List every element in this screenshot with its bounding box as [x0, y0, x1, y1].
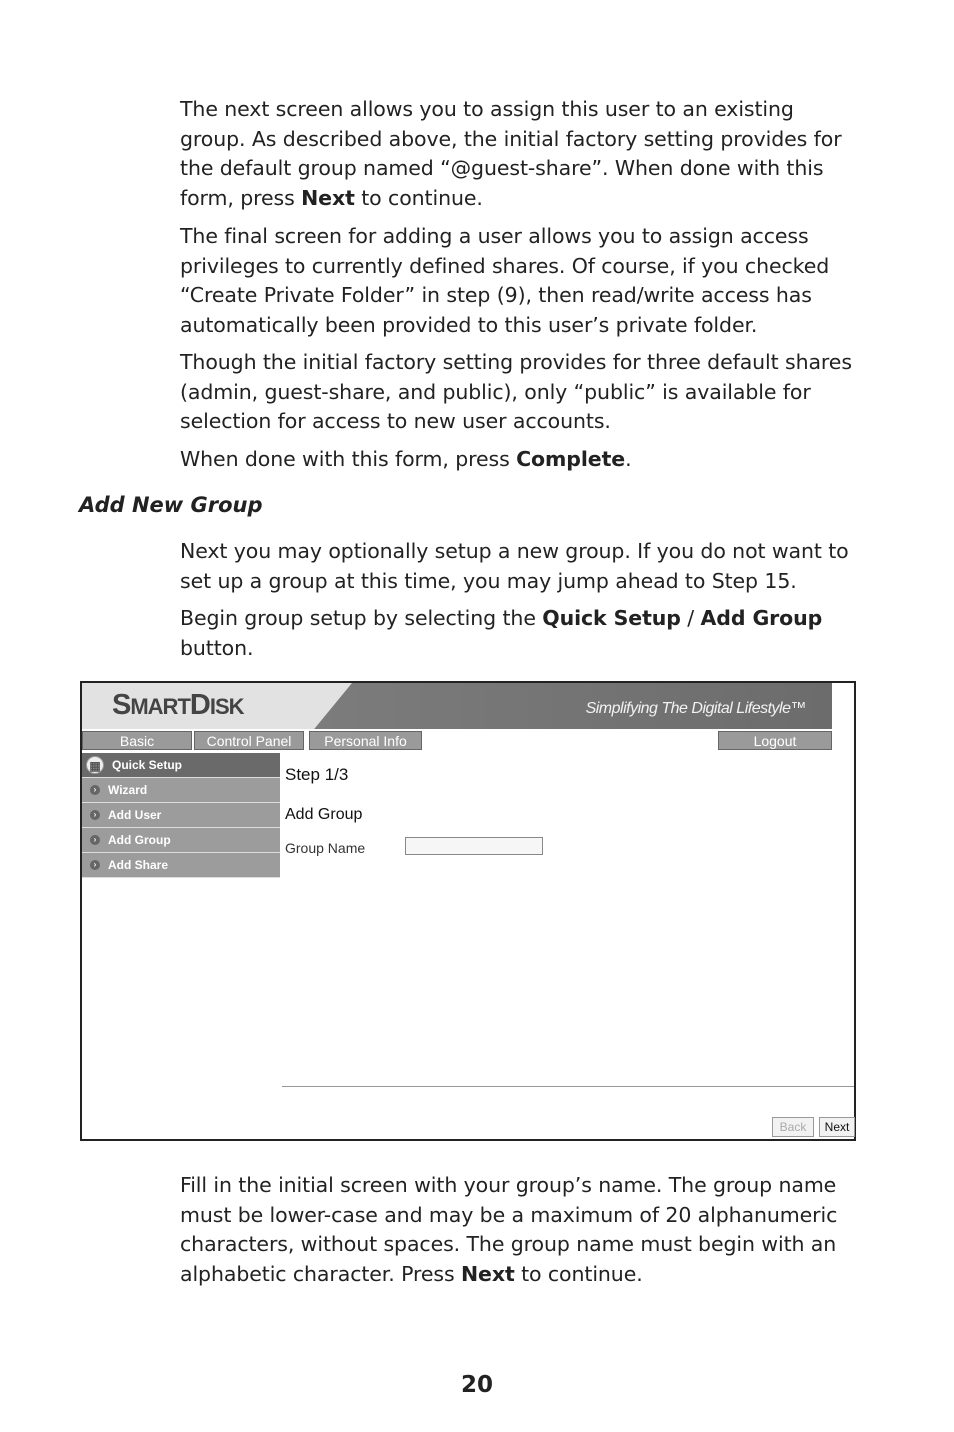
paragraph-default-shares: Though the initial factory setting provides for three default shares (admin, guest-share, and public), only “public” is available for selection for access to new user accounts. [180, 350, 852, 433]
para4-text: When done with this form, press [180, 447, 517, 471]
para1-bold: Next [301, 185, 355, 210]
para6-after: button. [180, 635, 254, 660]
chevron-right-icon: › [90, 835, 100, 845]
tab-control-panel[interactable]: Control Panel [194, 731, 304, 750]
paragraph-access-privileges: The final screen for adding a user allows you to assign access privileges to currently defined shares. Of course, if you checked “Create Private Folder” in step (9), then read/write access has automatically been provided to this user’s private folder. [180, 224, 830, 337]
para6-text: Begin group setup by selecting the [180, 606, 543, 630]
sidebar-item-label: Add Group [108, 833, 171, 847]
page-number: 20 [460, 1372, 493, 1398]
para1-after: to continue. [354, 185, 483, 210]
next-button[interactable]: Next [819, 1117, 855, 1137]
paragraph-assign-group [180, 95, 860, 213]
para6-bold1: Quick Setup [542, 606, 681, 630]
header-banner [82, 683, 832, 729]
group-name-input[interactable] [405, 837, 543, 855]
section-heading: Add New Group [79, 493, 263, 517]
step-title: Step 1/3 [285, 765, 349, 784]
paragraph-begin-setup [180, 604, 860, 663]
tab-personal-info[interactable]: Personal Info [309, 731, 422, 750]
smartdisk-logo [112, 689, 244, 722]
group-name-label: Group Name [285, 840, 366, 856]
para4-bold: Complete [516, 447, 626, 471]
sidebar-item-label: Add Share [108, 858, 169, 872]
quick-setup-icon: ▦ [86, 756, 104, 774]
sidebar-item-add-user[interactable] [82, 803, 280, 828]
sidebar-item-add-group[interactable] [82, 828, 280, 853]
para6-sep: / [680, 606, 701, 630]
para7-bold: Next [460, 1261, 515, 1286]
sidebar-header-label: Quick Setup [112, 758, 183, 772]
tab-basic[interactable]: Basic [82, 731, 192, 750]
content-divider [282, 1086, 854, 1087]
paragraph-complete [180, 445, 860, 475]
sidebar-item-label: Wizard [108, 783, 148, 797]
logo-part3: D [189, 689, 210, 721]
sidebar-header-quick-setup[interactable] [82, 753, 280, 778]
ui-screenshot [80, 681, 856, 1141]
para7-text: Fill in the initial screen with your group’s name. The group name must be lower-case and may be a maximum of 20 alphanumeric characters, without spaces. The group name must begin with an alphabetic character. Press [180, 1173, 838, 1286]
form-title: Add Group [285, 806, 363, 823]
paragraph-optional-group: Next you may optionally setup a new group. If you do not want to set up a group at this time, you may jump ahead to Step 15. [180, 539, 849, 593]
sidebar-item-wizard[interactable] [82, 778, 280, 803]
sidebar [82, 753, 280, 878]
chevron-right-icon: › [90, 785, 100, 795]
logo-part2: MART [130, 694, 190, 719]
logo-part4: ISK [209, 694, 244, 719]
back-button[interactable]: Back [772, 1117, 814, 1137]
para7-after: to continue. [514, 1261, 643, 1286]
chevron-right-icon: › [90, 860, 100, 870]
nav-bar [82, 731, 832, 751]
para4-after: . [625, 447, 632, 471]
sidebar-item-add-share[interactable] [82, 853, 280, 878]
tagline: Simplifying The Digital Lifestyle™ [585, 700, 806, 717]
logout-button[interactable]: Logout [718, 731, 832, 750]
sidebar-item-label: Add User [108, 808, 162, 822]
para1-text: The next screen allows you to assign this user to an existing group. As described above, the initial factory setting provides for the default group named “@guest-share”. When done with this form, press [180, 97, 842, 210]
logo-part1: S [112, 689, 131, 721]
chevron-right-icon: › [90, 810, 100, 820]
paragraph-fill-group-name [180, 1171, 860, 1289]
para6-bold2: Add Group [700, 606, 823, 630]
